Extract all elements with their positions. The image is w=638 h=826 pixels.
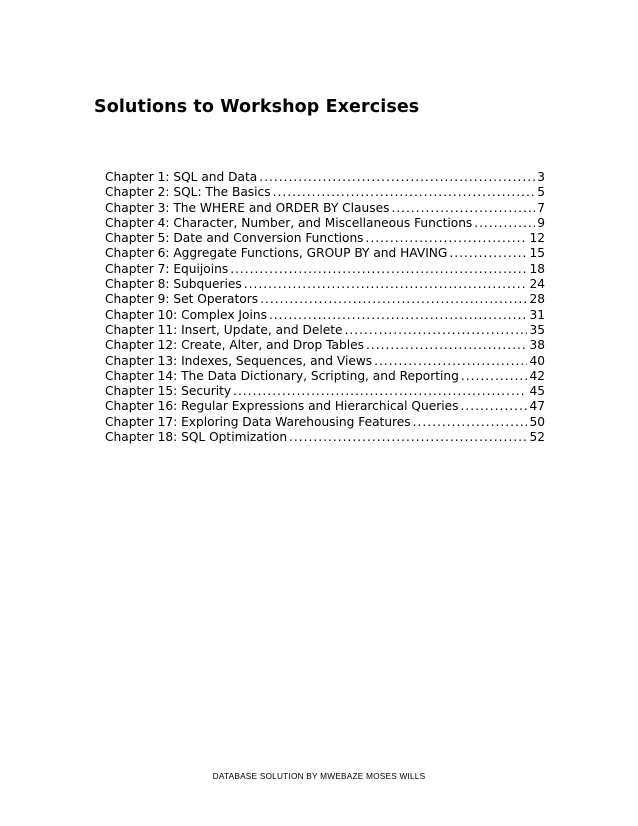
toc-dot-leader — [289, 430, 527, 445]
toc-dot-leader — [273, 185, 536, 200]
toc-dot-leader — [259, 170, 535, 185]
toc-entry-label: Chapter 3: The WHERE and ORDER BY Clauses — [105, 200, 390, 215]
toc-page-number: 5 — [537, 185, 545, 200]
toc-dot-leader — [474, 216, 535, 231]
toc-entry-label: Chapter 5: Date and Conversion Functions — [105, 231, 364, 246]
toc-dot-leader — [391, 201, 535, 216]
toc-page-number: 50 — [529, 414, 545, 429]
toc-entry[interactable] — [105, 308, 545, 323]
toc-page-number: 24 — [529, 277, 545, 292]
toc-entry-label: Chapter 12: Create, Alter, and Drop Tables — [105, 338, 364, 353]
toc-page-number: 31 — [529, 307, 545, 322]
toc-page-number: 38 — [529, 338, 545, 353]
toc-page-number: 42 — [529, 368, 545, 383]
toc-dot-leader — [460, 399, 527, 414]
toc-entry-label: Chapter 10: Complex Joins — [105, 307, 267, 322]
toc-entry[interactable] — [105, 338, 545, 353]
toc-entry[interactable] — [105, 354, 545, 369]
toc-dot-leader — [461, 369, 528, 384]
toc-entry-label: Chapter 18: SQL Optimization — [105, 430, 288, 445]
page-footer: DATABASE SOLUTION BY MWEBAZE MOSES WILLS — [212, 771, 426, 781]
toc-entry[interactable] — [105, 201, 545, 216]
toc-page-number: 28 — [529, 292, 545, 307]
toc-entry[interactable] — [105, 262, 545, 277]
toc-entry[interactable] — [105, 246, 545, 261]
toc-entry[interactable] — [105, 231, 545, 246]
toc-dot-leader — [233, 384, 527, 399]
toc-page-number: 12 — [529, 231, 545, 246]
toc-page-number: 9 — [537, 215, 545, 230]
table-of-contents — [105, 170, 545, 445]
toc-entry-label: Chapter 8: Subqueries — [105, 277, 242, 292]
toc-page-number: 18 — [529, 261, 545, 276]
toc-entry[interactable] — [105, 170, 545, 185]
toc-page-number: 15 — [529, 246, 545, 261]
toc-dot-leader — [345, 323, 528, 338]
toc-entry[interactable] — [105, 185, 545, 200]
toc-page-number: 3 — [537, 170, 545, 184]
toc-entry[interactable] — [105, 430, 545, 445]
toc-page-number: 35 — [529, 322, 545, 337]
toc-page-number: 7 — [537, 200, 545, 215]
toc-entry[interactable] — [105, 369, 545, 384]
toc-entry-label: Chapter 2: SQL: The Basics — [105, 185, 271, 200]
toc-dot-leader — [366, 231, 528, 246]
toc-entry-label: Chapter 14: The Data Dictionary, Scripting, and Reporting — [105, 368, 459, 383]
toc-entry[interactable] — [105, 292, 545, 307]
toc-page-number: 40 — [529, 353, 545, 368]
toc-entry-label: Chapter 1: SQL and Data — [105, 170, 258, 184]
toc-entry[interactable] — [105, 384, 545, 399]
toc-entry-label: Chapter 15: Security — [105, 384, 232, 399]
page-title: Solutions to Workshop Exercises — [94, 97, 420, 117]
toc-dot-leader — [449, 246, 527, 261]
toc-dot-leader — [366, 338, 528, 353]
toc-entry[interactable] — [105, 399, 545, 414]
toc-entry-label: Chapter 13: Indexes, Sequences, and Views — [105, 353, 373, 368]
toc-dot-leader — [230, 262, 527, 277]
toc-page-number: 47 — [529, 399, 545, 414]
toc-entry[interactable] — [105, 216, 545, 231]
toc-page-number: 45 — [529, 384, 545, 399]
toc-entry-label: Chapter 4: Character, Number, and Miscellaneous Functions — [105, 215, 473, 230]
toc-entry-label: Chapter 7: Equijoins — [105, 261, 229, 276]
toc-dot-leader — [413, 415, 528, 430]
toc-entry-label: Chapter 16: Regular Expressions and Hierarchical Queries — [105, 399, 459, 414]
toc-entry[interactable] — [105, 277, 545, 292]
toc-dot-leader — [269, 308, 528, 323]
toc-entry-label: Chapter 11: Insert, Update, and Delete — [105, 322, 343, 337]
toc-entry-label: Chapter 17: Exploring Data Warehousing Features — [105, 414, 411, 429]
toc-entry-label: Chapter 6: Aggregate Functions, GROUP BY and HAVING — [105, 246, 448, 261]
toc-dot-leader — [260, 292, 527, 307]
toc-dot-leader — [244, 277, 528, 292]
toc-page-number: 52 — [529, 430, 545, 445]
toc-entry[interactable] — [105, 415, 545, 430]
toc-entry[interactable] — [105, 323, 545, 338]
toc-entry-label: Chapter 9: Set Operators — [105, 292, 259, 307]
toc-dot-leader — [374, 354, 527, 369]
